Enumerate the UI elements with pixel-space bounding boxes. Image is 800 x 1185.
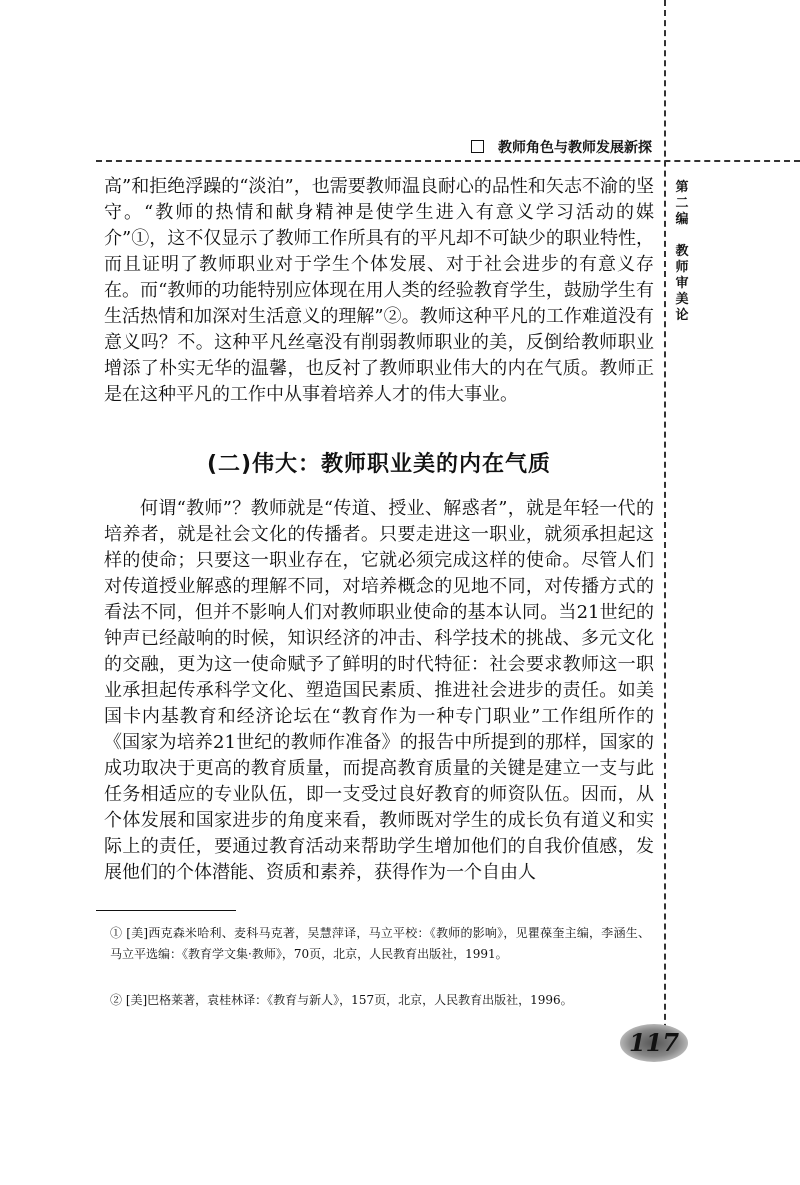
footnote-2: ② [美]巴格莱著，袁桂林译：《教育与新人》，157页，北京，人民教育出版社，1996。 [110, 993, 573, 1007]
running-header-title: 教师角色与教师发展新探 [498, 140, 652, 156]
footnote-1: ① [美]西克森米哈利、麦科马克著，吴慧萍译，马立平校：《教师的影响》，见瞿葆奎主编，李涵生、马立平选编：《教育学文集·教师》，70页，北京，人民教育出版社，1991。 [110, 926, 650, 961]
footnote-rule [96, 910, 236, 911]
paragraph-1: 高”和拒绝浮躁的“淡泊”，也需要教师温良耐心的品性和矢志不渝的坚守。“教师的热情和献身精神是使学生进入有意义学习活动的媒介”①，这不仅显示了教师工作所具有的平凡却不可缺少的职业特性，而且证明了教师职业对于学生个体发展、对于社会进步的有意义存在。而“教师的功能特别应体现在用人类的经验教育学生，鼓励学生有生活热情和加深对生活意义的理解”②。教师这种平凡的工作难道没有意义吗？不。这种平凡丝毫没有削弱教师职业的美，反倒给教师职业增添了朴实无华的温馨，也反衬了教师职业伟大的内在气质。教师正是在这种平凡的工作中从事着培养人才的伟大事业。 [104, 176, 654, 405]
running-header [471, 137, 652, 157]
side-tab-chapter: 教师审美论 [675, 244, 689, 323]
section-heading: (二)伟大：教师职业美的内在气质 [206, 452, 552, 477]
header-dashed-rule [96, 160, 800, 162]
vertical-dashed-rule [664, 0, 666, 1060]
side-tab-part: 第二编 [675, 180, 689, 227]
page-number: 117 [620, 1024, 688, 1062]
paragraph-2: 何谓“教师”？教师就是“传道、授业、解惑者”，就是年轻一代的培养者，就是社会文化的传播者。只要走进这一职业，就须承担起这样的使命；只要这一职业存在，它就必须完成这样的使命。尽管人们对传道授业解惑的理解不同，对培养概念的见地不同，对传播方式的看法不同，但并不影响人们对教师职业使命的基本认同。当21世纪的钟声已经敲响的时候，知识经济的冲击、科学技术的挑战、多元文化的交融，更为这一使命赋予了鲜明的时代特征：社会要求教师这一职业承担起传承科学文化、塑造国民素质、推进社会进步的责任。如美国卡内基教育和经济论坛在“教育作为一种专门职业”工作组所作的《国家为培养21世纪的教师作准备》的报告中所提到的那样，国家的成功取决于更高的教育质量，而提高教育质量的关键是建立一支与此任务相适应的专业队伍，即一支受过良好教育的师资队伍。因而，从个体发展和国家进步的角度来看，教师既对学生的成长负有道义和实际上的责任，要通过教育活动来帮助学生增加他们的自我价值感，发展他们的个体潜能、资质和素养，获得作为一个自由人 [104, 498, 654, 883]
square-bullet-icon [471, 140, 484, 153]
